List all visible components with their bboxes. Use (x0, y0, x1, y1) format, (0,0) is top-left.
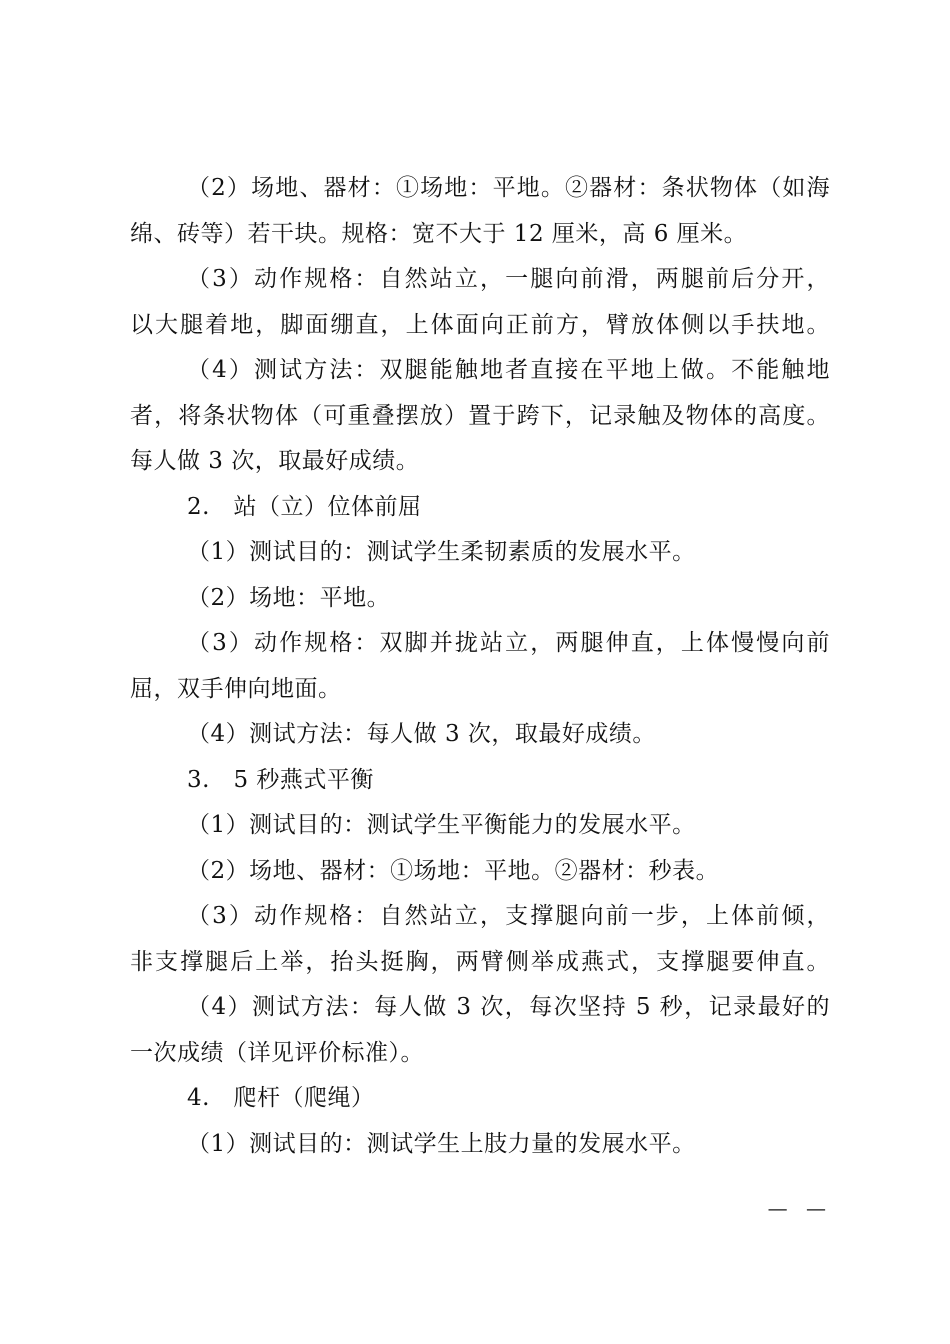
paragraph-line: 非支撑腿后上举，抬头挺胸，两臂侧举成燕式，支撑腿要伸直。 (130, 948, 830, 975)
paragraph-line: 屈，双手伸向地面。 (130, 675, 342, 702)
paragraph-line: （4）测试方法：每人做 3 次，每次坚持 5 秒，记录最好的 (187, 994, 830, 1020)
paragraph-line: 每人做 3 次，取最好成绩。 (130, 448, 420, 474)
page-footer: — — (767, 1196, 832, 1220)
paragraph-line: （4）测试方法：双腿能触地者直接在平地上做。不能触地 (187, 357, 830, 383)
paragraph-line: （3）动作规格：自然站立，支撑腿向前一步，上体前倾， (187, 903, 830, 929)
paragraph-line: （2）场地、器材：①场地：平地。②器材：条状物体（如海 (187, 175, 830, 201)
paragraph-line: （3）动作规格：双脚并拢站立，两腿伸直，上体慢慢向前 (187, 630, 830, 656)
section-heading: 3. 5 秒燕式平衡 (187, 766, 374, 793)
paragraph-line: 绵、砖等）若干块。规格：宽不大于 12 厘米，高 6 厘米。 (130, 220, 748, 247)
paragraph-line: （4）测试方法：每人做 3 次，取最好成绩。 (187, 721, 656, 747)
paragraph-line: （1）测试目的：测试学生柔韧素质的发展水平。 (187, 539, 696, 565)
paragraph-line: （1）测试目的：测试学生平衡能力的发展水平。 (187, 812, 696, 838)
paragraph-line: （2）场地、器材：①场地：平地。②器材：秒表。 (187, 857, 720, 884)
paragraph-line: 一次成绩（详见评价标准）。 (130, 1039, 424, 1066)
section-heading: 2. 站（立）位体前屈 (187, 493, 422, 520)
paragraph-line: （3）动作规格：自然站立，一腿向前滑，两腿前后分开， (187, 266, 830, 292)
paragraph-line: 以大腿着地，脚面绷直，上体面向正前方，臂放体侧以手扶地。 (130, 311, 830, 338)
paragraph-line: 者，将条状物体（可重叠摆放）置于跨下，记录触及物体的高度。 (130, 402, 830, 429)
paragraph-line: （1）测试目的：测试学生上肢力量的发展水平。 (187, 1130, 696, 1157)
document-body (130, 166, 830, 1167)
paragraph-line: （2）场地：平地。 (187, 584, 391, 611)
section-heading: 4. 爬杆（爬绳） (187, 1085, 375, 1111)
